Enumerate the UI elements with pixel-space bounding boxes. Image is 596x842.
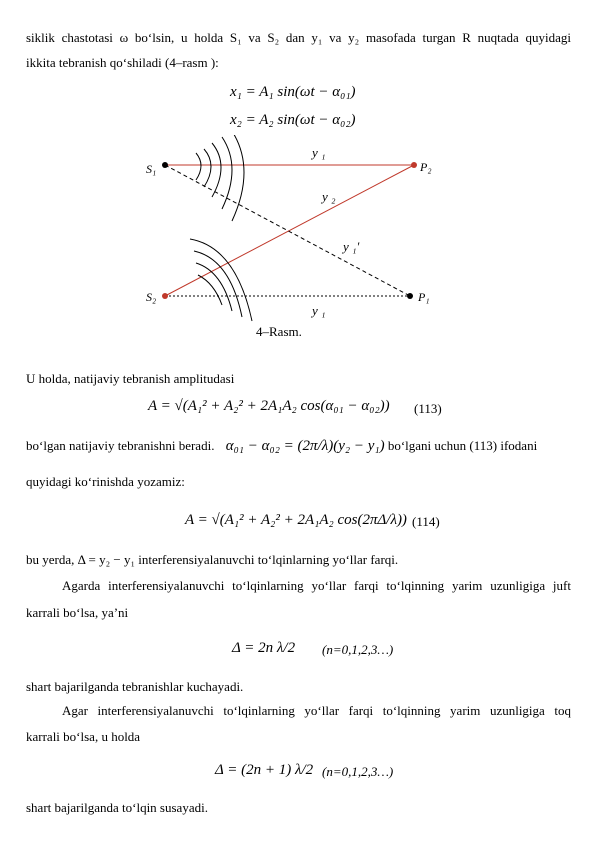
equation-phase: α₀₁ − α₀₂ = (2π/λ)(y₂ − y₁) [225,438,385,454]
equation-114: A = √(A₁² + A₂² + 2A₁A₂ cos(2πΔ/λ)) [185,512,407,528]
intro-line-2: ikkita tebranish qo‘shiladi (4–rasm ): [26,55,219,70]
point-p1 [407,293,413,299]
paragraph-3: bu yerda, Δ = y₂ − y₁ interferensiyalanuvchi to‘lqinlarning yo‘llar farqi. [26,552,399,567]
label-y1-prime: y ₁′ [343,239,360,254]
equation-max-condition: (n=0,1,2,3…) [322,642,394,657]
figure-caption: 4–Rasm. [256,324,302,339]
paragraph-6-line-1: Agar interferensiyalanuvchi to‘lqinlarning yo‘llar farqi to‘lqinning yarim uzunligiga toq [62,703,571,718]
paragraph-6-line-2: karrali bo‘lsa, u holda [26,729,141,744]
point-s1 [162,162,168,168]
equation-min: Δ = (2n + 1) λ/2 [215,762,314,778]
label-s1: S₁ [146,162,157,176]
paragraph-2-line-1 [26,438,571,454]
point-s2 [162,293,168,299]
label-p2: P₂ [420,160,432,174]
p2-text-b: bo‘lgani uchun (113) ifodani [387,438,538,453]
equation-113-number: (113) [414,401,442,416]
paragraph-7: shart bajarilganda to‘lqin susayadi. [26,800,208,815]
paragraph-amplitude: U holda, natijaviy tebranish amplitudasi [26,371,235,386]
paragraph-5: shart bajarilganda tebranishlar kuchayadi. [26,679,244,694]
paragraph-4-line-2: karrali bo‘lsa, ya’ni [26,605,129,620]
p2-text-a: bo‘lgan natijaviy tebranishni beradi. [26,438,215,453]
paragraph-4-line-1: Agarda interferensiyalanuvchi to‘lqinlarning yo‘llar farqi to‘lqinning yarim uzunligiga juft [62,578,571,593]
equation-x1: x₁ = A₁ sin(ωt − α₀₁) [230,84,356,100]
equation-x2: x₂ = A₂ sin(ωt − α₀₂) [230,112,356,128]
equation-max: Δ = 2n λ/2 [232,640,296,656]
label-y2: y ₂ [322,189,336,204]
figure-4 [0,135,596,355]
label-s2: S₂ [146,290,157,304]
equation-113: A = √(A₁² + A₂² + 2A₁A₂ cos(α₀₁ − α₀₂)) [148,398,390,414]
wavefronts-s2 [190,239,252,321]
equation-min-condition: (n=0,1,2,3…) [322,764,394,779]
label-y1-top: y ₁ [312,145,326,160]
label-y1-bottom: y ₁ [312,303,326,318]
wavefronts-s1 [196,135,244,221]
point-p2 [411,162,417,168]
equation-114-number: (114) [412,514,440,529]
paragraph-2-line-2: quyidagi ko‘rinishda yozamiz: [26,474,185,489]
label-p1: P₁ [418,290,430,304]
intro-line-1: siklik chastotasi ω bo‘lsin, u holda S₁ va S₂ dan y₁ va y₂ masofada turgan R nuqtada quyidagi [26,30,571,45]
